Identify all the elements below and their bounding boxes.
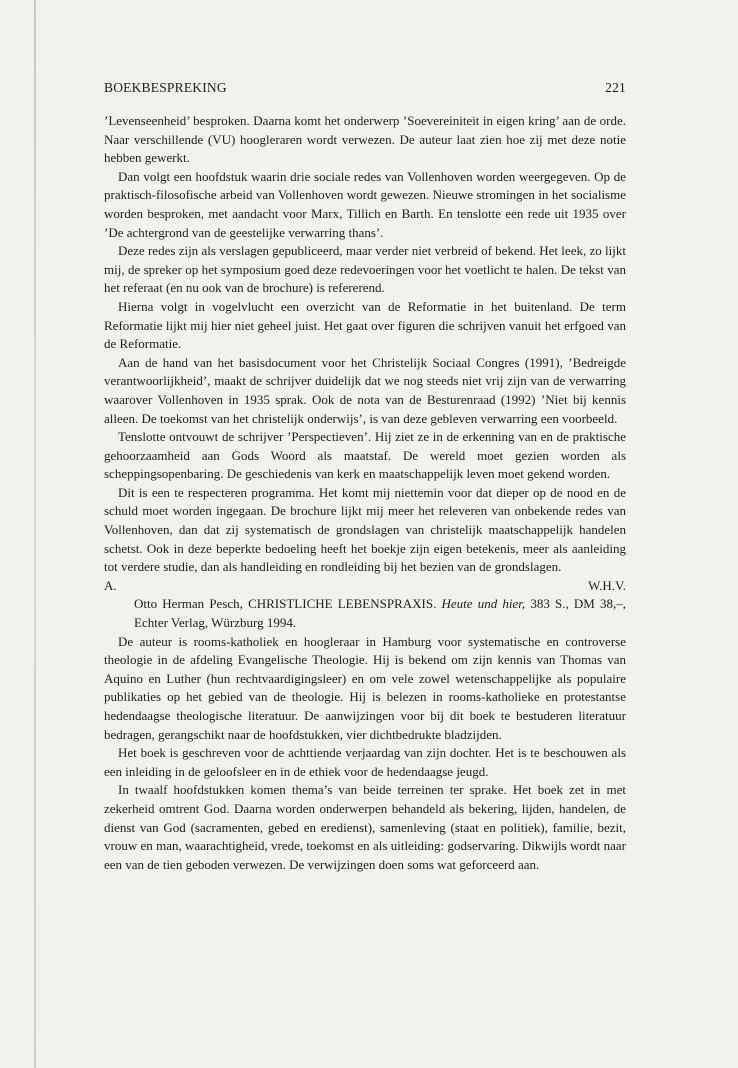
paragraph: In twaalf hoofdstukken komen thema’s van beide terreinen ter sprake. Het boek zet in met zekerheid omtrent God. Daarna worden onderwerpen behandeld als bekering, lijden, handelen, de dienst van God (sacramenten, gebed en eredienst), samenleving (staat en politiek), familie, bezit, vrouw en man, waarachtigheid, vrede, toekomst en als uitleiding: godservaring. Dikwijls wordt naar een van de tien geboden verwezen. De verwijzingen doen soms wat geforceerd aan.: [104, 782, 626, 872]
paragraph: Tenslotte ontvouwt de schrijver ’Perspectieven’. Hij ziet ze in de erkenning van en de praktische gehoorzaamheid aan Gods Woord als maatstaf. De wereld moet gezien worden als scheppingsopenbaring. De geschiedenis van kerk en maatschappelijk leven moet gekend worden.: [104, 429, 626, 482]
review-author-title: Otto Herman Pesch, CHRISTLICHE LEBENSPRAXIS.: [134, 596, 437, 612]
signature-row: [104, 577, 626, 596]
paragraph: Dan volgt een hoofdstuk waarin drie sociale redes van Vollenhoven worden weergegeven. Op de praktisch-filosofische arbeid van Vollenhoven wordt gewezen. Nieuwe stromingen in het socialisme worden besproken, met aandacht voor Marx, Tillich en Barth. En tenslotte een rede uit 1935 over ’De achtergrond van de geestelijke verwarring thans’.: [104, 168, 626, 240]
running-title: BOEKBESPREKING: [104, 80, 227, 95]
paragraph: Hierna volgt in vogelvlucht een overzicht van de Reformatie in het buitenland. De term Reformatie lijkt mij hier niet geheel juist. Het gaat over figuren die schrijven vanuit het erfgoed van de Reformatie.: [104, 298, 626, 352]
reviewer-initials: W.H.V.: [588, 577, 626, 593]
review-subtitle: Heute und hier,: [441, 596, 526, 612]
review-citation: [104, 595, 626, 632]
signature-left: A.: [104, 577, 117, 593]
paragraph: De auteur is rooms-katholiek en hoogleraar in Hamburg voor systematische en controverse theologie in de afdeling Evangelische Theologie. Hij is bekend om zijn kennis van Thomas van Aquino en Luther (hun rechtvaardigingsleer) en om vele zowel wetenschappelijke als populaire publikaties op het gebied van de theologie. Hij is belezen in rooms-katholieke en protestantse hedendaagse theologische literatuur. De aanwijzingen voor bij dit boek te bestuderen literatuur bedragen, gerangschikt naar de hoofdstukken, vier dichtbedrukte bladzijden.: [104, 633, 626, 742]
paragraph: Dit is een te respecteren programma. Het komt mij niettemin voor dat dieper op de nood en de schuld moet worden ingegaan. De brochure lijkt mij meer het releveren van onbekende redes van Vollenhoven, dan dat zij systematisch de grondslagen van christelijk maatschappelijk handelen schetst. Ook in deze beperkte bedoeling heeft het boekje zijn eigen betekenis, meer als aanleiding tot verdere studie, dan als handleiding en rondleiding bij het bezien van de grondslagen.: [104, 484, 626, 575]
paragraph: ’Levenseenheid’ besproken. Daarna komt het onderwerp ’Soevereiniteit in eigen kring’ aan de orde. Naar verschillende (VU) hoogleraren wordt verwezen. De auteur laat zien hoe zij met deze notie hebben gewerkt.: [104, 113, 626, 166]
running-header: [104, 80, 626, 96]
scan-edge-line: [34, 0, 36, 1068]
paragraph: Aan de hand van het basisdocument voor het Christelijk Sociaal Congres (1991), ’Bedreigde verantwoorlijkheid’, maakt de schrijver duidelijk dat we nog steeds niet vrij zijn van de verwarring waarover Vollenhoven in 1935 sprak. Ook de nota van de Besturenraad (1992) ’Niet bij kennis alleen. De toekomst van het christelijk onderwijs’, is van deze gebleven verwarring een voorbeeld.: [104, 354, 626, 426]
paragraph: Deze redes zijn als verslagen gepubliceerd, maar verder niet verbreid of bekend. Het leek, zo lijkt mij, de spreker op het symposium goed deze redevoeringen voor het voetlicht te halen. De tekst van het referaat (en nu ook van de brochure) is refererend.: [104, 243, 626, 296]
paragraph: Het boek is geschreven voor de achttiende verjaardag van zijn dochter. Het is te beschouwen als een inleiding in de geloofsleer en in de ethiek voor de hedendaagse jeugd.: [104, 745, 626, 779]
main-text: [104, 112, 626, 874]
review-publication: 383 S., DM 38,–, Echter Verlag, Würzburg 1994.: [134, 596, 627, 631]
page-number: 221: [605, 80, 626, 95]
